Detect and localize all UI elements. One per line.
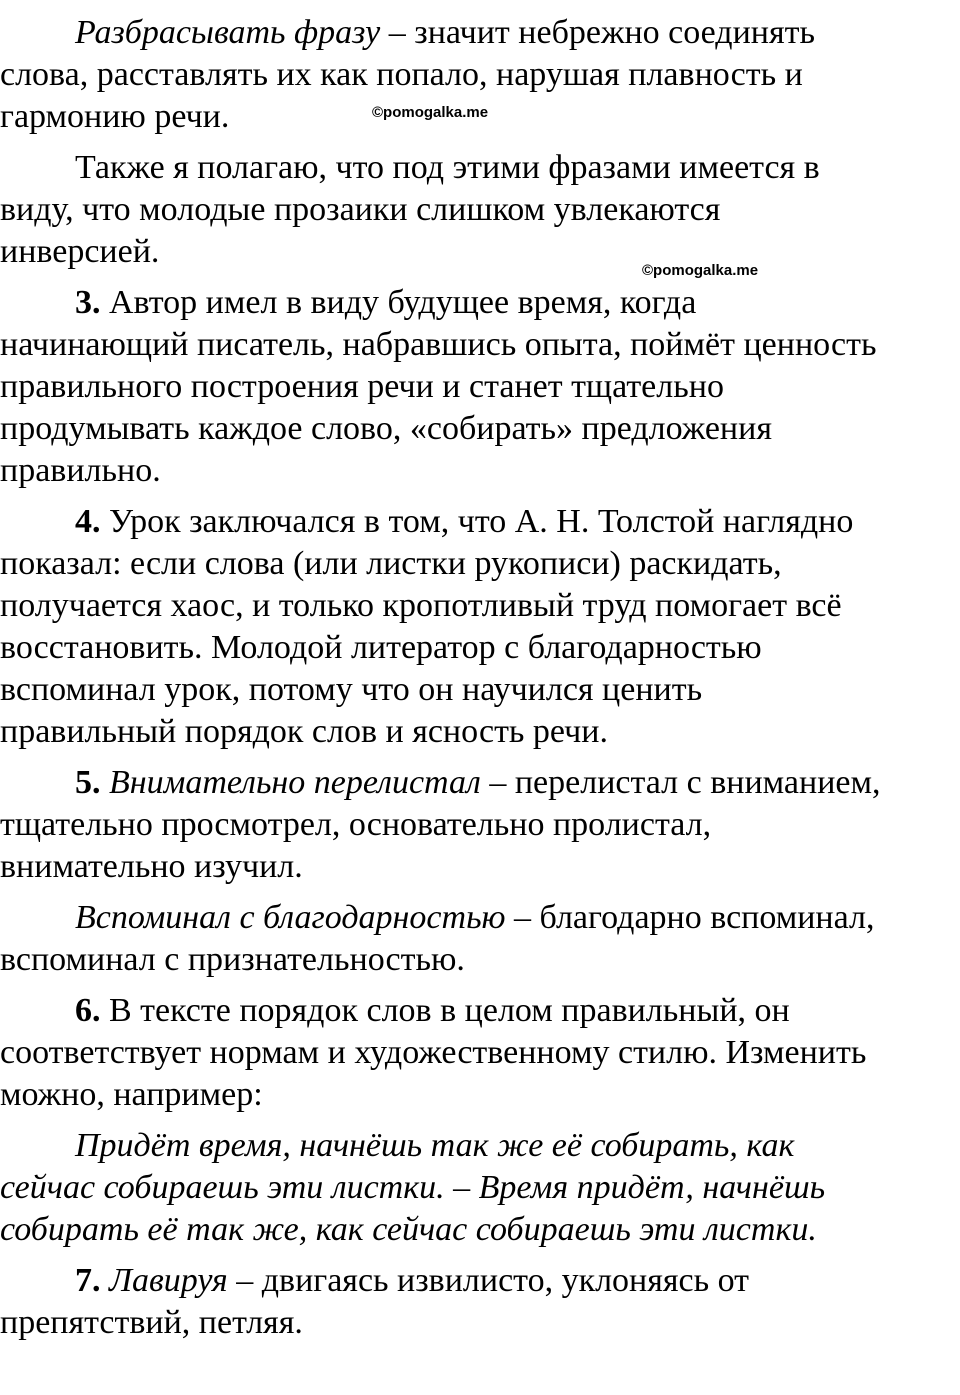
text-run: – значит небрежно соединять	[380, 14, 815, 51]
text-run: восстановить. Молодой литератор с благодарностью	[0, 629, 762, 666]
paragraph	[0, 282, 958, 492]
italic-phrase: Разбрасывать фразу	[75, 14, 381, 51]
text-run: виду, что молодые прозаики слишком увлекаются	[0, 191, 721, 228]
italic-phrase: сейчас собираешь эти листки. – Время придёт, начнёшь	[0, 1169, 826, 1206]
watermark: ©pomogalka.me	[642, 262, 759, 279]
text-run: правильного построения речи и станет тщательно	[0, 368, 724, 405]
italic-phrase: Лавируя	[109, 1262, 228, 1299]
text-run: препятствий, петляя.	[0, 1304, 303, 1341]
text-run: вспоминал с признательностью.	[0, 941, 465, 978]
paragraph	[0, 147, 958, 273]
text-run: гармонию речи.	[0, 98, 230, 135]
text-run	[101, 764, 110, 801]
text-run: вспоминал урок, потому что он научился ценить	[0, 671, 703, 708]
text-run: Автор имел в виду будущее время, когда	[100, 284, 697, 321]
document-page	[0, 12, 958, 1353]
watermark: ©pomogalka.me	[372, 104, 489, 121]
text-run	[101, 1262, 110, 1299]
italic-phrase: Вспоминал с благодарностью	[75, 899, 506, 936]
text-run: можно, например:	[0, 1076, 263, 1113]
text-run: правильный порядок слов и ясность речи.	[0, 713, 608, 750]
text-run: Урок заключался в том, что А. Н. Толстой наглядно	[100, 503, 854, 540]
text-run: – благодарно вспоминал,	[505, 899, 875, 936]
text-run: внимательно изучил.	[0, 848, 303, 885]
text-run: показал: если слова (или листки рукописи) раскидать,	[0, 545, 782, 582]
paragraph	[0, 501, 958, 753]
italic-phrase: собирать её так же, как сейчас собираешь эти листки.	[0, 1211, 817, 1248]
text-run: тщательно просмотрел, основательно пролистал,	[0, 806, 712, 843]
item-number: 5.	[75, 764, 101, 801]
text-run: – перелистал с вниманием,	[480, 764, 881, 801]
text-run: – двигаясь извилисто, уклоняясь от	[227, 1262, 750, 1299]
text-run: соответствует нормам и художественному стилю. Изменить	[0, 1034, 867, 1071]
italic-phrase: Внимательно перелистал	[109, 764, 481, 801]
item-number: 7.	[75, 1262, 101, 1299]
text-run: инверсией.	[0, 233, 160, 270]
paragraph	[0, 762, 958, 888]
item-number: 4.	[75, 503, 101, 540]
text-run: слова, расставлять их как попало, нарушая плавность и	[0, 56, 803, 93]
item-number: 6.	[75, 992, 101, 1029]
text-run: Также я полагаю, что под этими фразами имеется в	[75, 149, 820, 186]
paragraph	[0, 990, 958, 1116]
paragraph	[0, 1260, 958, 1344]
text-run: получается хаос, и только кропотливый труд помогает всё	[0, 587, 842, 624]
text-run: правильно.	[0, 452, 161, 489]
text-run: продумывать каждое слово, «собирать» предложения	[0, 410, 772, 447]
italic-phrase: Придёт время, начнёшь так же её собирать, как	[75, 1127, 795, 1164]
paragraph	[0, 897, 958, 981]
text-run: начинающий писатель, набравшись опыта, поймёт ценность	[0, 326, 877, 363]
text-run: В тексте порядок слов в целом правильный, он	[100, 992, 790, 1029]
item-number: 3.	[75, 284, 101, 321]
paragraph	[0, 1125, 958, 1251]
